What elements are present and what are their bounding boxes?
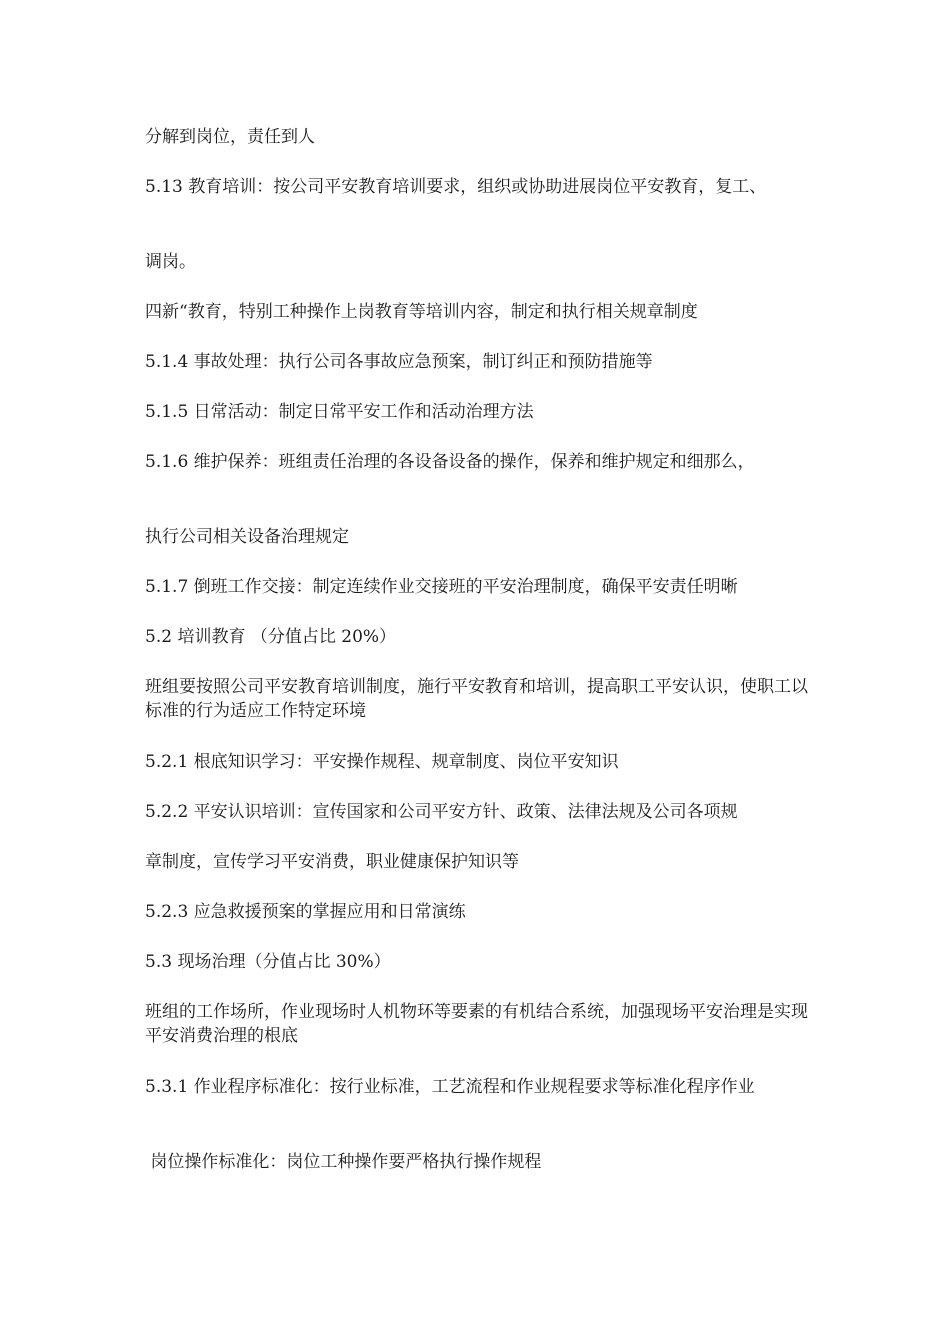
paragraph: 岗位操作标准化：岗位工种操作要严格执行操作规程 [145, 1152, 542, 1172]
section-heading: 5.3 现场治理（分值占比 30%） [145, 952, 391, 972]
paragraph: 章制度，宣传学习平安消费，职业健康保护知识等 [145, 852, 519, 872]
paragraph: 5.2.2 平安认识培训：宣传国家和公司平安方针、政策、法律法规及公司各项规 [145, 802, 738, 822]
paragraph: 5.3.1 作业程序标准化：按行业标准，工艺流程和作业规程要求等标准化程序作业 [145, 1077, 755, 1097]
paragraph: 5.1.4 事故处理：执行公司各事故应急预案，制订纠正和预防措施等 [145, 352, 653, 372]
paragraph: 分解到岗位，责任到人 [145, 127, 315, 147]
paragraph: 5.13 教育培训：按公司平安教育培训要求，组织或协助进展岗位平安教育，复工、 [145, 177, 767, 197]
paragraph: 班组的工作场所，作业现场时人机物环等要素的有机结合系统，加强现场平安治理是实现平安消费治理的根底 [145, 1002, 808, 1046]
paragraph: 执行公司相关设备治理规定 [145, 527, 349, 547]
paragraph: 调岗。 [145, 252, 196, 272]
paragraph: 5.1.5 日常活动：制定日常平安工作和活动治理方法 [145, 402, 534, 422]
paragraph: 5.1.6 维护保养：班组责任治理的各设备设备的操作，保养和维护规定和细那么， [145, 452, 755, 472]
paragraph: 5.2.3 应急救援预案的掌握应用和日常演练 [145, 902, 466, 922]
paragraph: 四新“教育，特别工种操作上岗教育等培训内容，制定和执行相关规章制度 [145, 302, 698, 322]
paragraph: 班组要按照公司平安教育培训制度，施行平安教育和培训，提高职工平安认识，使职工以标准的行为适应工作特定环境 [145, 677, 808, 721]
paragraph: 5.1.7 倒班工作交接：制定连续作业交接班的平安治理制度，确保平安责任明晰 [145, 577, 738, 597]
paragraph: 5.2.1 根底知识学习：平安操作规程、规章制度、岗位平安知识 [145, 752, 619, 772]
section-heading: 5.2 培训教育 （分值占比 20%） [145, 627, 397, 647]
